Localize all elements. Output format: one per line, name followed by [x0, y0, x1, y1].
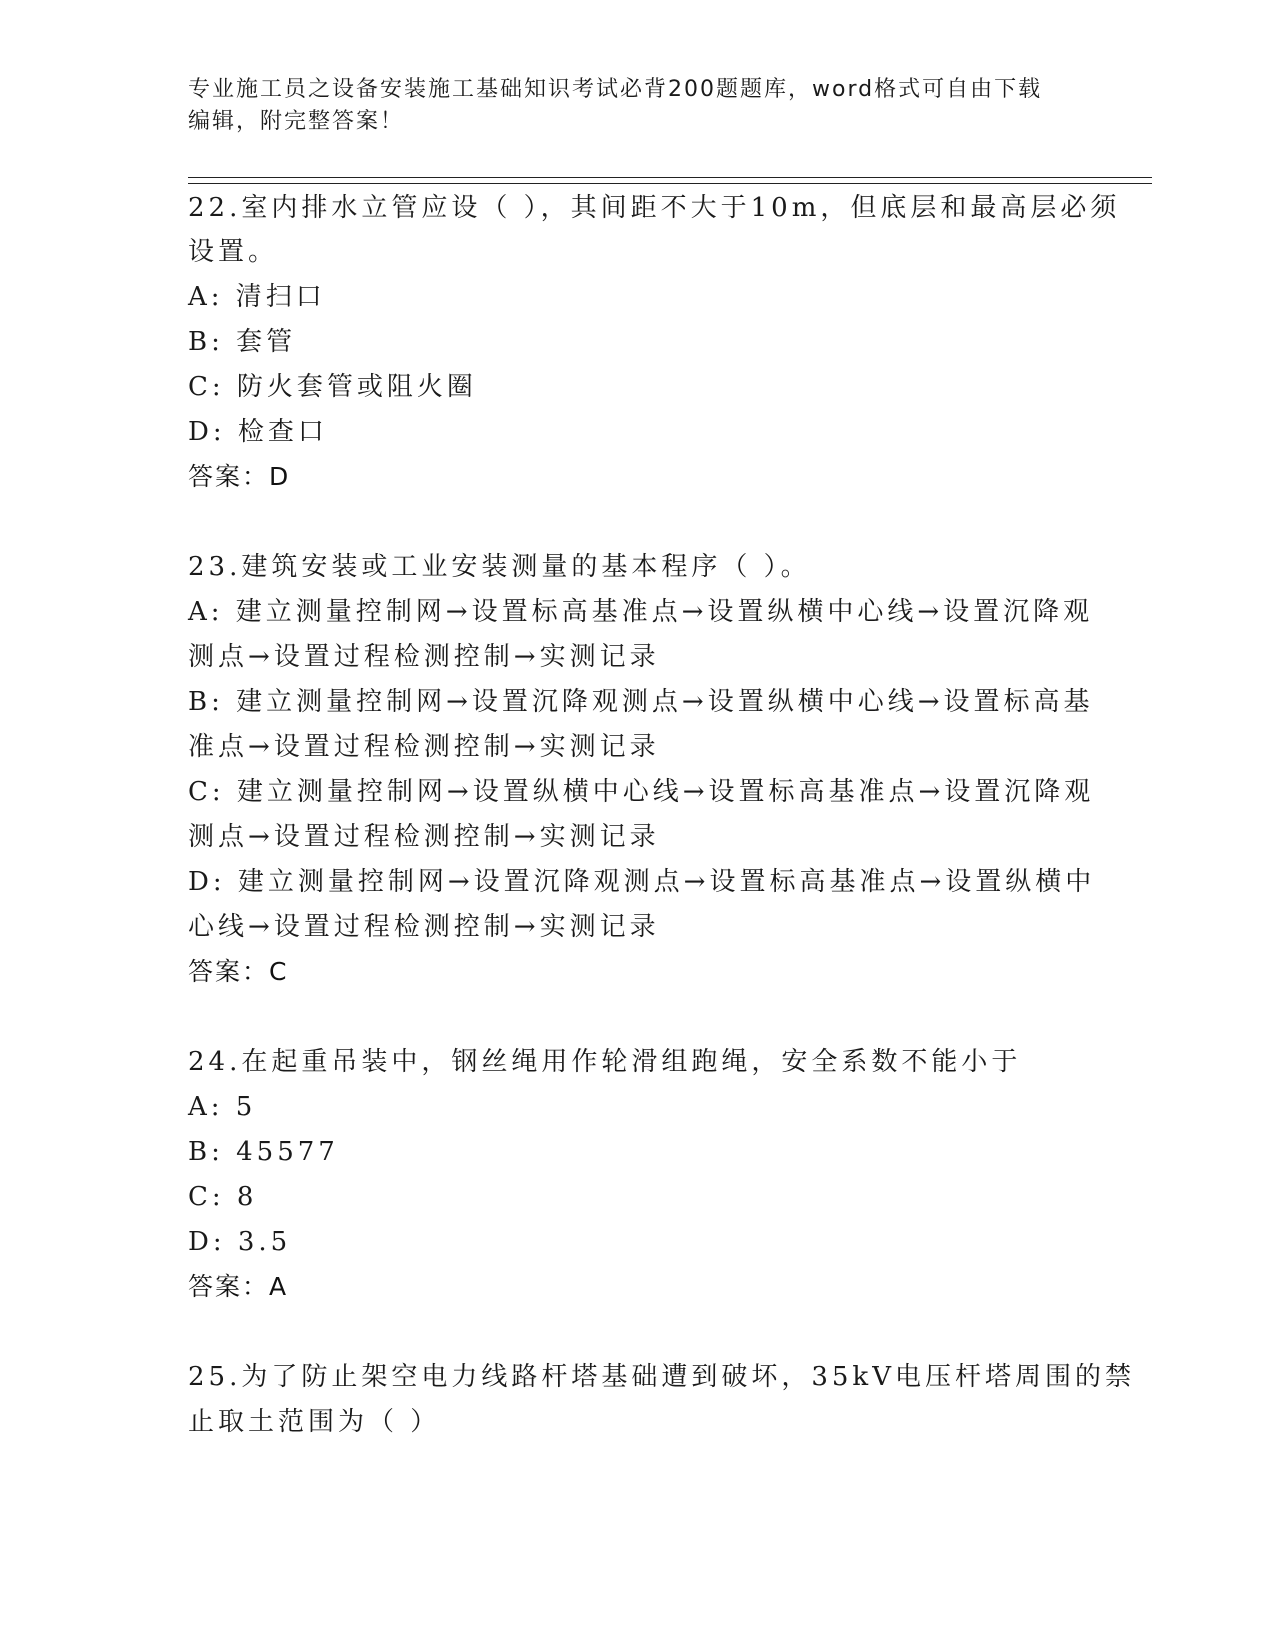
question-24-option-b: B: 45577	[188, 1137, 339, 1167]
question-24-answer: 答案：A	[188, 1272, 289, 1301]
question-22-text-line-1: 22.室内排水立管应设（ ），其间距不大于10m，但底层和最高层必须	[188, 193, 1121, 223]
question-23-option-a-line-2: 测点→设置过程检测控制→实测记录	[188, 642, 660, 672]
question-23-answer: 答案：C	[188, 957, 289, 986]
question-22-option-a: A: 清扫口	[188, 282, 326, 312]
question-22-option-b: B: 套管	[188, 327, 297, 357]
document-header	[188, 74, 1088, 138]
question-23-option-d-line-1: D: 建立测量控制网→设置沉降观测点→设置标高基准点→设置纵横中	[188, 867, 1096, 897]
question-23-text: 23.建筑安装或工业安装测量的基本程序（ ）。	[188, 552, 811, 582]
question-22-option-d: D: 检查口	[188, 417, 328, 447]
header-line-1: 专业施工员之设备安装施工基础知识考试必背200题题库，word格式可自由下载	[188, 77, 1043, 102]
question-23-option-b-line-2: 准点→设置过程检测控制→实测记录	[188, 732, 660, 762]
question-22-text-line-2: 设置。	[188, 237, 279, 267]
header-divider-top	[188, 177, 1152, 178]
question-22-option-c: C: 防火套管或阻火圈	[188, 372, 477, 402]
question-25-text-line-2: 止取土范围为（ ）	[188, 1407, 441, 1437]
question-22-answer: 答案：D	[188, 462, 291, 491]
question-24-option-c: C: 8	[188, 1182, 258, 1212]
header-line-2: 编辑，附完整答案！	[188, 109, 405, 134]
question-23-option-a-line-1: A: 建立测量控制网→设置标高基准点→设置纵横中心线→设置沉降观	[188, 597, 1094, 627]
question-24-option-a: A: 5	[188, 1092, 257, 1122]
question-24-text: 24.在起重吊装中，钢丝绳用作轮滑组跑绳，安全系数不能小于	[188, 1047, 1022, 1077]
question-23-option-b-line-1: B: 建立测量控制网→设置沉降观测点→设置纵横中心线→设置标高基	[188, 687, 1094, 717]
question-24-option-d: D: 3.5	[188, 1227, 292, 1257]
question-23-option-d-line-2: 心线→设置过程检测控制→实测记录	[188, 912, 660, 942]
question-23-option-c-line-2: 测点→设置过程检测控制→实测记录	[188, 822, 660, 852]
header-divider-bottom	[188, 183, 1152, 184]
question-25-text-line-1: 25.为了防止架空电力线路杆塔基础遭到破坏，35kV电压杆塔周围的禁	[188, 1362, 1135, 1392]
question-23-option-c-line-1: C: 建立测量控制网→设置纵横中心线→设置标高基准点→设置沉降观	[188, 777, 1095, 807]
